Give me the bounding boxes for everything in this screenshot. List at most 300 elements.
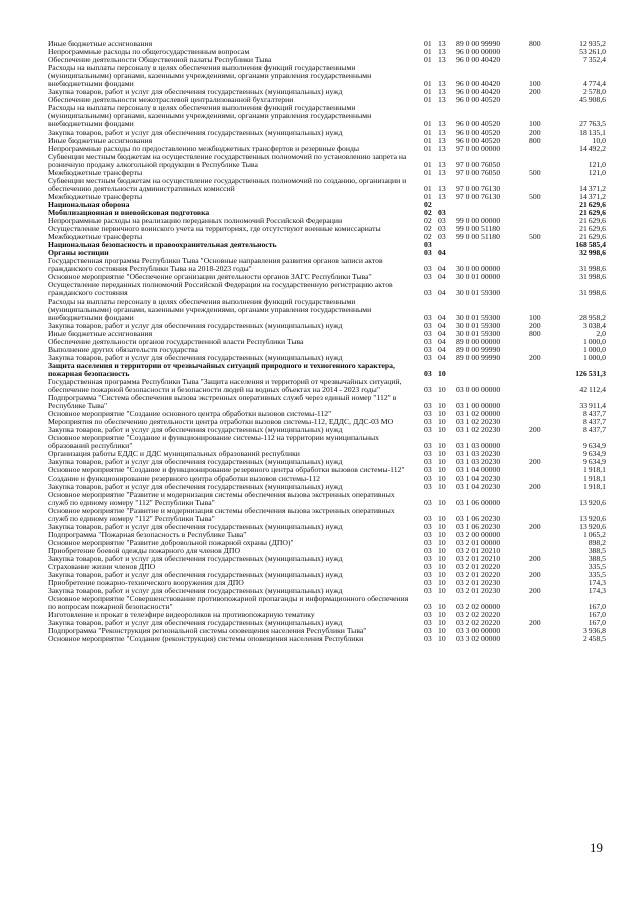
- amount: 2,0: [596, 328, 606, 338]
- amount: 335,5: [588, 562, 606, 572]
- target-article-code: 03 2 01 20220: [456, 570, 501, 580]
- subsection-code: 13: [438, 135, 446, 145]
- section-code: 03: [424, 626, 432, 636]
- section-code: 03: [424, 578, 432, 588]
- target-article-code: 03 1 02 20230: [456, 425, 501, 435]
- row-name: Закупка товаров, работ и услуг для обеспечения государственных (муниципальных) нужд: [48, 87, 343, 97]
- expense-type-code: 500: [529, 167, 541, 177]
- subsection-code: 10: [438, 586, 446, 596]
- table-row: [48, 394, 610, 410]
- subsection-code: 10: [438, 554, 446, 563]
- amount: 33 911,4: [579, 401, 606, 411]
- target-article-code: 96 0 00 40420: [456, 79, 501, 89]
- section-code: 03: [424, 288, 432, 298]
- target-article-code: 03 2 01 20220: [456, 562, 501, 572]
- amount: 14 371,2: [579, 191, 606, 201]
- target-article-code: 03 1 06 00000: [456, 497, 501, 507]
- subsection-code: 13: [438, 167, 446, 177]
- target-article-code: 30 0 00 00000: [456, 264, 501, 274]
- budget-table: [48, 40, 610, 644]
- target-article-code: 03 2 01 20210: [456, 545, 501, 555]
- table-row: [48, 507, 610, 523]
- subsection-code: 13: [438, 87, 446, 97]
- row-name: Закупка товаров, работ и услуг для обеспечения государственных (муниципальных) нужд: [48, 352, 343, 362]
- row-name: Подпрограмма "Реконструкция региональной системы оповещения населения Республики Тыва": [48, 626, 367, 636]
- target-article-code: 89 0 00 99990: [456, 352, 501, 362]
- row-name: Обеспечение деятельности органов государственной власти Республики Тыва: [48, 336, 304, 346]
- section-code: 03: [424, 264, 432, 274]
- table-row: [48, 378, 610, 394]
- amount: 32 998,6: [579, 248, 606, 258]
- section-code: 01: [424, 167, 432, 177]
- subsection-code: 10: [438, 473, 446, 483]
- row-name: Приобретение пожарно-технического вооружения для ДПО: [48, 578, 244, 588]
- section-code: 01: [424, 39, 432, 48]
- row-name: Национальная безопасность и правоохранительная деятельность: [48, 240, 277, 250]
- subsection-code: 10: [438, 385, 446, 395]
- expense-type-code: 200: [529, 320, 541, 330]
- table-row: [48, 257, 610, 273]
- section-code: 02: [424, 224, 432, 234]
- section-code: 02: [424, 207, 432, 217]
- row-name: Основное мероприятие "Развитие добровольной пожарной охраны (ДПО)": [48, 537, 294, 547]
- row-name: Приобретение боевой одежды пожарного для членов ДПО: [48, 545, 241, 555]
- amount: 13 920,6: [579, 497, 606, 507]
- amount: 121,0: [588, 159, 606, 169]
- amount: 4 774,4: [582, 79, 606, 89]
- subsection-code: 03: [438, 224, 446, 234]
- section-code: 03: [424, 320, 432, 330]
- amount: 1 000,0: [582, 336, 606, 346]
- expense-type-code: 200: [529, 481, 541, 491]
- subsection-code: 04: [438, 352, 446, 362]
- subsection-code: 10: [438, 481, 446, 491]
- amount: 21 629,6: [579, 207, 606, 217]
- target-article-code: 03 1 03 20230: [456, 457, 501, 467]
- row-name: Непрограммные расходы на реализацию переданных полномочий Российской Федерации: [48, 216, 343, 226]
- subsection-code: 10: [438, 570, 446, 580]
- row-name: Мобилизационная и вневойсковая подготовка: [48, 207, 210, 217]
- expense-type-code: 500: [529, 191, 541, 201]
- row-name: Защита населения и территории от чрезвычайных ситуаций природного и техногенного характера, пожарная безопасность: [48, 360, 395, 378]
- amount: 168 585,4: [575, 240, 606, 250]
- section-code: 03: [424, 562, 432, 572]
- section-code: 01: [424, 191, 432, 201]
- table-row: [48, 177, 610, 193]
- table-row: [48, 241, 610, 249]
- page-number: 19: [590, 840, 603, 855]
- target-article-code: 03 1 04 20230: [456, 481, 501, 491]
- subsection-code: 10: [438, 562, 446, 572]
- section-code: 03: [424, 618, 432, 628]
- subsection-code: 10: [438, 497, 446, 507]
- row-name: Подпрограмма "Пожарная безопасность в Республике Тыва": [48, 529, 247, 539]
- section-code: 03: [424, 425, 432, 435]
- subsection-code: 10: [438, 465, 446, 475]
- expense-type-code: 200: [529, 586, 541, 596]
- target-article-code: 03 1 04 20230: [456, 473, 501, 483]
- section-code: 01: [424, 159, 432, 169]
- expense-type-code: 200: [529, 570, 541, 580]
- amount: 167,0: [588, 618, 606, 628]
- subsection-code: 10: [438, 626, 446, 636]
- row-name: Межбюджетные трансферты: [48, 191, 143, 201]
- subsection-code: 03: [438, 232, 446, 242]
- target-article-code: 03 2 01 20210: [456, 554, 501, 563]
- subsection-code: 13: [438, 159, 446, 169]
- amount: 898,2: [588, 537, 606, 547]
- target-article-code: 97 0 00 76050: [456, 159, 501, 169]
- section-code: 03: [424, 570, 432, 580]
- target-article-code: 03 0 00 00000: [456, 385, 501, 395]
- subsection-code: 13: [438, 191, 446, 201]
- row-name: Основное мероприятие "Развитие и модернизация системы обеспечения вызова экстренных оперативных служб по единому номеру "112" Республики Тыва": [48, 505, 395, 523]
- target-article-code: 03 1 02 00000: [456, 409, 501, 419]
- target-article-code: 30 0 01 59300: [456, 312, 501, 322]
- amount: 21 629,6: [579, 216, 606, 226]
- target-article-code: 30 0 01 59300: [456, 320, 501, 330]
- row-name: Иные бюджетные ассигнования: [48, 328, 153, 338]
- amount: 2 578,0: [582, 87, 606, 97]
- row-name: Расходы на выплаты персоналу в целях обеспечения выполнения функций государственными (муниципальными) органами, казенными учреждениями, органами управления государственными внебюджетными фондами: [48, 296, 372, 322]
- row-name: Мероприятия по обеспечению деятельности центра отработки вызовов системы-112, ЕДДС, ДДС-03 МО: [48, 417, 394, 427]
- row-name: Организация работы ЕДДС и ДДС муниципальных образований республики: [48, 449, 300, 459]
- section-code: 03: [424, 441, 432, 451]
- subsection-code: 10: [438, 441, 446, 451]
- amount: 1 918,1: [582, 473, 606, 483]
- row-name: Основное мероприятие "Создание и функционирование системы-112 на территории муниципальных образований республики": [48, 433, 380, 451]
- amount: 31 998,6: [579, 264, 606, 274]
- target-article-code: 03 2 01 20230: [456, 586, 501, 596]
- row-name: Закупка товаров, работ и услуг для обеспечения государственных (муниципальных) нужд: [48, 618, 343, 628]
- subsection-code: 10: [438, 545, 446, 555]
- section-code: 01: [424, 135, 432, 145]
- row-name: Расходы на выплаты персоналу в целях обеспечения выполнения функций государственными (муниципальными) органами, казенными учреждениями, органами управления государственными внебюджетными фондами: [48, 103, 372, 129]
- table-row: [48, 491, 610, 507]
- expense-type-code: 200: [529, 457, 541, 467]
- expense-type-code: 200: [529, 425, 541, 435]
- subsection-code: 13: [438, 95, 446, 105]
- section-code: 03: [424, 473, 432, 483]
- row-name: Основное мероприятие "Развитие и модернизация системы обеспечения вызова экстренных оперативных служб по единому номеру "112" Республики Тыва": [48, 489, 395, 507]
- amount: 45 908,6: [579, 95, 606, 105]
- target-article-code: 96 0 00 40520: [456, 119, 501, 129]
- target-article-code: 99 0 00 51180: [456, 232, 500, 242]
- table-row: [48, 298, 610, 322]
- section-code: 03: [424, 344, 432, 354]
- section-code: 03: [424, 554, 432, 563]
- expense-type-code: 200: [529, 554, 541, 563]
- amount: 9 634,9: [582, 441, 606, 451]
- target-article-code: 89 0 00 00000: [456, 336, 501, 346]
- subsection-code: 10: [438, 417, 446, 427]
- subsection-code: 13: [438, 55, 446, 65]
- row-name: Межбюджетные трансферты: [48, 232, 143, 242]
- row-name: Иные бюджетные ассигнования: [48, 135, 153, 145]
- subsection-code: 10: [438, 529, 446, 539]
- row-name: Основное мероприятие "Создание основного центра обработки вызовов системы-112": [48, 409, 332, 419]
- subsection-code: 10: [438, 401, 446, 411]
- section-code: 03: [424, 248, 432, 258]
- table-row: [48, 635, 610, 643]
- row-name: Обеспечение деятельности Общественной палаты Республики Тыва: [48, 55, 272, 65]
- section-code: 03: [424, 529, 432, 539]
- target-article-code: 03 2 00 00000: [456, 529, 501, 539]
- expense-type-code: 200: [529, 618, 541, 628]
- subsection-code: 04: [438, 328, 446, 338]
- subsection-code: 13: [438, 119, 446, 129]
- amount: 21 629,6: [579, 224, 606, 234]
- row-name: Закупка товаров, работ и услуг для обеспечения государственных (муниципальных) нужд: [48, 521, 343, 531]
- amount: 388,5: [588, 554, 606, 563]
- amount: 1 000,0: [582, 344, 606, 354]
- section-code: 01: [424, 127, 432, 137]
- amount: 27 763,5: [579, 119, 606, 129]
- subsection-code: 10: [438, 578, 446, 588]
- amount: 14 371,2: [579, 183, 606, 193]
- target-article-code: 03 3 02 00000: [456, 634, 501, 644]
- section-code: 02: [424, 216, 432, 226]
- target-article-code: 03 2 01 20230: [456, 578, 501, 588]
- expense-type-code: 800: [529, 135, 541, 145]
- section-code: 03: [424, 336, 432, 346]
- row-name: Основное мероприятие "Создание (реконструкция) системы оповещения населения Республики: [48, 634, 364, 644]
- row-name: Закупка товаров, работ и услуг для обеспечения государственных (муниципальных) нужд: [48, 320, 343, 330]
- amount: 14 492,2: [579, 143, 606, 153]
- row-name: Закупка товаров, работ и услуг для обеспечения государственных (муниципальных) нужд: [48, 554, 343, 563]
- section-code: 02: [424, 199, 432, 209]
- amount: 1 000,0: [582, 352, 606, 362]
- expense-type-code: 100: [529, 312, 541, 322]
- target-article-code: 03 1 06 20230: [456, 521, 501, 531]
- expense-type-code: 200: [529, 127, 541, 137]
- subsection-code: 10: [438, 610, 446, 620]
- expense-type-code: 100: [529, 79, 541, 89]
- row-name: Закупка товаров, работ и услуг для обеспечения государственных (муниципальных) нужд: [48, 127, 343, 137]
- amount: 9 634,9: [582, 457, 606, 467]
- section-code: 03: [424, 521, 432, 531]
- target-article-code: 96 0 00 40520: [456, 135, 501, 145]
- target-article-code: 96 0 00 40420: [456, 55, 501, 65]
- target-article-code: 03 3 00 00000: [456, 626, 501, 636]
- target-article-code: 30 0 01 59300: [456, 288, 501, 298]
- section-code: 03: [424, 634, 432, 644]
- amount: 18 135,1: [579, 127, 606, 137]
- target-article-code: 03 1 03 20230: [456, 449, 501, 459]
- subsection-code: 10: [438, 513, 446, 523]
- amount: 7 352,4: [582, 55, 606, 65]
- section-code: 03: [424, 312, 432, 322]
- target-article-code: 97 0 00 76130: [456, 183, 501, 193]
- row-name: Непрограммные расходы по предоставлению межбюджетных трансфертов и резервные фонды: [48, 143, 360, 153]
- section-code: 01: [424, 79, 432, 89]
- expense-type-code: 800: [529, 328, 541, 338]
- subsection-code: 10: [438, 425, 446, 435]
- expense-type-code: 800: [529, 39, 541, 48]
- section-code: 01: [424, 55, 432, 65]
- row-name: Закупка товаров, работ и услуг для обеспечения государственных (муниципальных) нужд: [48, 457, 343, 467]
- section-code: 03: [424, 586, 432, 596]
- table-row: [48, 64, 610, 88]
- subsection-code: 13: [438, 39, 446, 48]
- target-article-code: 89 0 00 99990: [456, 39, 501, 48]
- amount: 3 936,8: [582, 626, 606, 636]
- target-article-code: 03 1 03 00000: [456, 441, 501, 451]
- row-name: Закупка товаров, работ и услуг для обеспечения государственных (муниципальных) нужд: [48, 586, 343, 596]
- section-code: 03: [424, 537, 432, 547]
- target-article-code: 96 0 00 00000: [456, 47, 501, 57]
- row-name: Закупка товаров, работ и услуг для обеспечения государственных (муниципальных) нужд: [48, 425, 343, 435]
- section-code: 03: [424, 385, 432, 395]
- amount: 42 112,4: [579, 385, 606, 395]
- subsection-code: 10: [438, 602, 446, 612]
- subsection-code: 13: [438, 47, 446, 57]
- target-article-code: 89 0 00 99990: [456, 344, 501, 354]
- amount: 8 437,7: [582, 417, 606, 427]
- row-name: Основное мероприятие "Совершенствование противопожарной пропаганды и информационного обеспечения по вопросам пожарной безопасности": [48, 594, 409, 612]
- amount: 167,0: [588, 610, 606, 620]
- expense-type-code: 200: [529, 87, 541, 97]
- table-row: [48, 362, 610, 378]
- subsection-code: 04: [438, 272, 446, 282]
- row-name: Иные бюджетные ассигнования: [48, 39, 153, 48]
- amount: 174,3: [588, 578, 606, 588]
- section-code: 03: [424, 240, 432, 250]
- amount: 174,3: [588, 586, 606, 596]
- table-row: [48, 281, 610, 297]
- section-code: 03: [424, 497, 432, 507]
- section-code: 03: [424, 328, 432, 338]
- section-code: 03: [424, 409, 432, 419]
- row-name: Расходы на выплаты персоналу в целях обеспечения выполнения функций государственными (муниципальными) органами, казенными учреждениями, органами управления государственными внебюджетными фондами: [48, 63, 372, 89]
- target-article-code: 30 0 01 59300: [456, 328, 501, 338]
- target-article-code: 03 2 02 20220: [456, 610, 501, 620]
- section-code: 03: [424, 401, 432, 411]
- subsection-code: 10: [438, 521, 446, 531]
- amount: 121,0: [588, 167, 606, 177]
- subsection-code: 13: [438, 143, 446, 153]
- row-name: Создание и функционирование резервного центра обработки вызовов системы-112: [48, 473, 320, 483]
- row-name: Органы юстиции: [48, 248, 109, 258]
- row-name: Непрограммные расходы по общегосударственным вопросам: [48, 47, 250, 57]
- amount: 12 935,2: [579, 39, 606, 48]
- target-article-code: 03 1 06 20230: [456, 513, 501, 523]
- subsection-code: 10: [438, 449, 446, 459]
- amount: 1 918,1: [582, 465, 606, 475]
- row-name: Закупка товаров, работ и услуг для обеспечения государственных (муниципальных) нужд: [48, 570, 343, 580]
- subsection-code: 04: [438, 336, 446, 346]
- amount: 13 920,6: [579, 513, 606, 523]
- target-article-code: 97 0 00 00000: [456, 143, 501, 153]
- row-name: Подпрограмма "Система обеспечения вызова экстренных оперативных служб через единый номер "112" в Республике Тыва": [48, 393, 397, 411]
- amount: 2 458,5: [582, 634, 606, 644]
- row-name: Закупка товаров, работ и услуг для обеспечения государственных (муниципальных) нужд: [48, 481, 343, 491]
- section-code: 01: [424, 143, 432, 153]
- target-article-code: 96 0 00 40520: [456, 95, 501, 105]
- section-code: 01: [424, 87, 432, 97]
- row-name: Субвенции местным бюджетам на осуществление государственных полномочий по установлению запрета на розничную продажу алкогольной продукции в Республике Тыва: [48, 151, 407, 169]
- target-article-code: 03 2 02 20220: [456, 618, 501, 628]
- section-code: 03: [424, 368, 432, 378]
- amount: 388,5: [588, 545, 606, 555]
- table-row: [48, 104, 610, 128]
- section-code: 03: [424, 602, 432, 612]
- row-name: Государственная программа Республики Тыва "Основные направления развития органов записи актов гражданского состояния Республики Тыва на 2018-2023 годы": [48, 256, 383, 274]
- section-code: 03: [424, 449, 432, 459]
- amount: 31 998,6: [579, 272, 606, 282]
- target-article-code: 03 1 04 00000: [456, 465, 501, 475]
- row-name: Национальная оборона: [48, 199, 130, 209]
- section-code: 02: [424, 232, 432, 242]
- section-code: 03: [424, 545, 432, 555]
- table-row: [48, 153, 610, 169]
- target-article-code: 03 2 02 00000: [456, 602, 501, 612]
- amount: 21 629,6: [579, 232, 606, 242]
- row-name: Субвенции местным бюджетам на осуществление государственных полномочий по созданию, организации и обеспечению деятельности административных комиссий: [48, 175, 407, 193]
- amount: 13 920,6: [579, 521, 606, 531]
- target-article-code: 99 0 00 51180: [456, 224, 500, 234]
- subsection-code: 10: [438, 618, 446, 628]
- table-row: [48, 595, 610, 611]
- subsection-code: 10: [438, 368, 446, 378]
- amount: 126 531,3: [575, 368, 606, 378]
- section-code: 03: [424, 465, 432, 475]
- subsection-code: 03: [438, 216, 446, 226]
- row-name: Основное мероприятие "Создание и функционирование резервного центра обработки вызовов системы-112": [48, 465, 405, 475]
- target-article-code: 96 0 00 40520: [456, 127, 501, 137]
- row-name: Основное мероприятие "Обеспечение организации деятельности органов ЗАГС Республики Тыва": [48, 272, 372, 282]
- subsection-code: 10: [438, 537, 446, 547]
- section-code: 03: [424, 417, 432, 427]
- section-code: 01: [424, 47, 432, 57]
- amount: 10,0: [592, 135, 606, 145]
- section-code: 01: [424, 183, 432, 193]
- amount: 28 958,2: [579, 312, 606, 322]
- target-article-code: 30 0 01 00000: [456, 272, 501, 282]
- amount: 3 038,4: [582, 320, 606, 330]
- expense-type-code: 100: [529, 119, 541, 129]
- row-name: Страхование жизни членов ДПО: [48, 562, 156, 572]
- table-row: [48, 434, 610, 450]
- row-name: Обеспечение деятельности межотраслевой централизованной бухгалтерии: [48, 95, 294, 105]
- subsection-code: 13: [438, 127, 446, 137]
- subsection-code: 10: [438, 409, 446, 419]
- row-name: Межбюджетные трансферты: [48, 167, 143, 177]
- subsection-code: 10: [438, 634, 446, 644]
- amount: 1 918,1: [582, 481, 606, 491]
- target-article-code: 97 0 00 76050: [456, 167, 501, 177]
- amount: 31 998,6: [579, 288, 606, 298]
- row-name: Выполнение других обязательств государства: [48, 344, 198, 354]
- section-code: 01: [424, 119, 432, 129]
- amount: 335,5: [588, 570, 606, 580]
- subsection-code: 04: [438, 248, 446, 258]
- table-row: [48, 193, 610, 201]
- row-name: Осуществление переданных полномочий Российской Федерации на государственную регистрацию актов гражданского состояния: [48, 280, 393, 298]
- section-code: 03: [424, 610, 432, 620]
- amount: 9 634,9: [582, 449, 606, 459]
- target-article-code: 03 2 01 00000: [456, 537, 501, 547]
- expense-type-code: 200: [529, 521, 541, 531]
- section-code: 03: [424, 481, 432, 491]
- target-article-code: 99 0 00 00000: [456, 216, 501, 226]
- row-name: Осуществление первичного воинского учета на территориях, где отсутствуют военные комиссариаты: [48, 224, 381, 234]
- target-article-code: 97 0 00 76130: [456, 191, 501, 201]
- section-code: 03: [424, 513, 432, 523]
- amount: 8 437,7: [582, 425, 606, 435]
- subsection-code: 04: [438, 344, 446, 354]
- subsection-code: 10: [438, 457, 446, 467]
